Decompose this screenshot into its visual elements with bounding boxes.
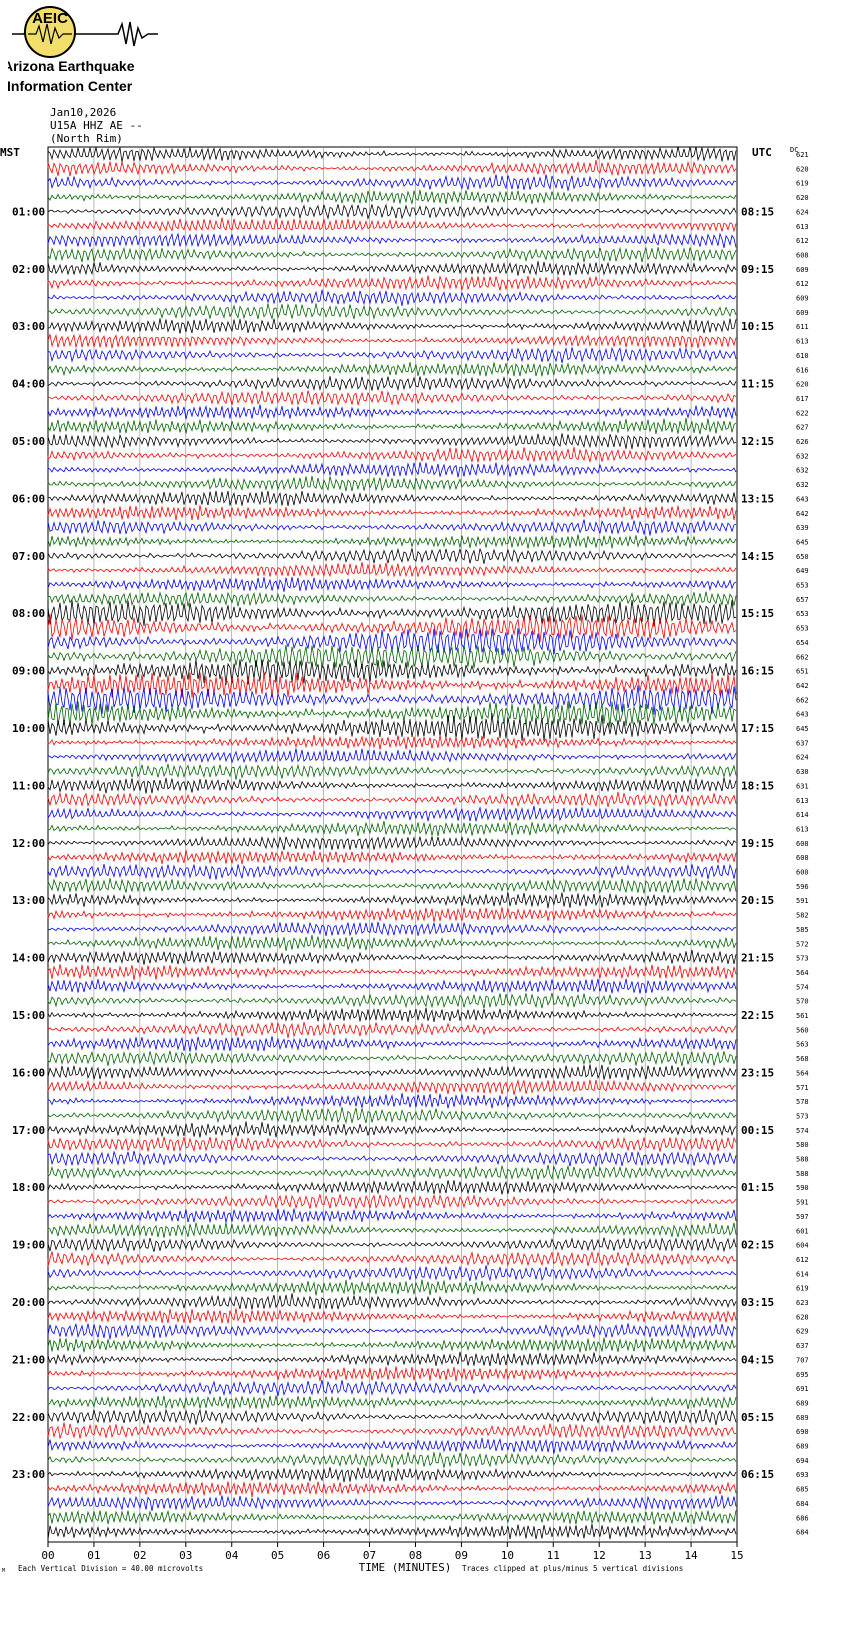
trace-line <box>48 600 736 627</box>
dc-offset-label: 649 <box>796 567 809 576</box>
trace-line <box>48 614 736 642</box>
trace-line <box>48 391 736 406</box>
trace-line <box>48 749 736 763</box>
dc-offset-label: 694 <box>796 1456 809 1465</box>
trace-line <box>48 1036 736 1051</box>
dc-offset-label: 632 <box>796 452 809 461</box>
dc-offset-label: 619 <box>796 1284 809 1293</box>
dc-offset-label: 570 <box>796 997 809 1006</box>
dc-offset-label: 622 <box>796 409 809 418</box>
dc-offset-label: 613 <box>796 825 809 834</box>
trace-line <box>48 892 736 908</box>
trace-line <box>48 1352 736 1366</box>
dc-offset-label: 613 <box>796 222 809 231</box>
trace-line <box>48 1194 736 1208</box>
dc-offset-label: 591 <box>796 1198 809 1207</box>
trace-line <box>48 1051 736 1066</box>
trace-line <box>48 1080 736 1095</box>
trace-line <box>48 1064 736 1080</box>
trace-line <box>48 964 736 980</box>
utc-hour-label: 04:15 <box>741 1353 775 1367</box>
x-tick-label: 10 <box>500 1549 514 1562</box>
dc-offset-label: 580 <box>796 1141 809 1150</box>
mst-hour-label: 22:00 <box>12 1410 46 1424</box>
dc-offset-label: 617 <box>796 394 809 403</box>
header-location: (North Rim) <box>50 132 123 145</box>
trace-line <box>48 1280 736 1296</box>
dc-offset-label: 604 <box>796 1241 809 1250</box>
x-axis-title: TIME (MINUTES) <box>358 1561 452 1574</box>
dc-offset-label: 614 <box>796 811 809 820</box>
trace-line <box>48 1293 736 1309</box>
x-tick-label: 06 <box>316 1549 331 1562</box>
dc-offset-label: 662 <box>796 696 809 705</box>
trace-line <box>48 462 736 477</box>
trace-line <box>48 701 736 727</box>
trace-line <box>48 261 736 276</box>
x-tick-label: 01 <box>87 1549 101 1562</box>
trace-line <box>48 1409 736 1425</box>
dc-offset-label: 653 <box>796 581 809 590</box>
dc-offset-label: 573 <box>796 954 809 963</box>
dc-offset-label: 609 <box>796 308 809 317</box>
utc-hour-label: 11:15 <box>741 377 775 391</box>
dc-offset-label: 588 <box>796 1155 809 1164</box>
scale-note: Each Vertical Division = 40.00 microvolts <box>18 1564 204 1573</box>
x-tick-label: 11 <box>546 1549 560 1562</box>
mst-hour-label: 23:00 <box>12 1468 46 1482</box>
utc-hour-label: 08:15 <box>741 205 775 219</box>
trace-line <box>48 577 736 592</box>
trace-line <box>48 935 736 951</box>
x-tick-label: 09 <box>454 1549 469 1562</box>
dc-offset-label: 608 <box>796 854 809 863</box>
trace-line <box>48 878 736 893</box>
mst-hour-label: 15:00 <box>12 1009 46 1022</box>
dc-offset-label: 608 <box>796 251 809 260</box>
mst-hour-label: 14:00 <box>12 951 46 965</box>
utc-label: UTC <box>752 146 772 159</box>
mst-hour-label: 05:00 <box>12 435 46 448</box>
utc-hour-label: 06:15 <box>741 1468 775 1482</box>
dc-offset-label: 707 <box>796 1356 809 1365</box>
mst-hour-label: 20:00 <box>12 1296 46 1309</box>
dc-offset-label: 637 <box>796 739 809 748</box>
trace-line <box>48 1223 736 1238</box>
mst-hour-label: 18:00 <box>12 1181 46 1195</box>
dc-offset-label: 563 <box>796 1040 809 1049</box>
trace-line <box>48 1438 736 1453</box>
trace-line <box>48 922 736 936</box>
dc-offset-label: 614 <box>796 1270 809 1279</box>
utc-hour-label: 01:15 <box>741 1181 775 1195</box>
trace-line <box>48 1338 736 1353</box>
trace-line <box>48 1093 736 1108</box>
dc-offset-label: 585 <box>796 925 809 934</box>
dc-offset-label: 662 <box>796 653 809 662</box>
dc-offset-label: 611 <box>796 323 809 332</box>
trace-line <box>48 1022 736 1038</box>
dc-offset-label: 642 <box>796 509 809 518</box>
x-tick-label: 08 <box>408 1549 423 1562</box>
logo-initials: AEIC <box>32 10 68 27</box>
dc-offset-label: 608 <box>796 839 809 848</box>
mst-hour-label: 06:00 <box>12 492 46 506</box>
dc-offset-label: 572 <box>796 940 809 949</box>
dc-offset-label: 568 <box>796 1055 809 1063</box>
trace-line <box>48 175 736 191</box>
dc-offset-label: 574 <box>796 983 809 992</box>
trace-line <box>48 1452 736 1468</box>
mst-hour-label: 09:00 <box>12 664 46 678</box>
dc-offset-label: 651 <box>796 667 809 676</box>
utc-hour-label: 02:15 <box>741 1238 775 1252</box>
mst-hour-label: 07:00 <box>12 549 46 563</box>
dc-offset-label: 612 <box>796 280 809 289</box>
dc-offset-label: 613 <box>796 337 809 346</box>
dc-offset-label: 686 <box>796 1514 809 1523</box>
trace-line <box>48 1180 736 1194</box>
dc-offset-label: 560 <box>796 1026 809 1035</box>
mst-hour-label: 08:00 <box>12 607 46 621</box>
trace-line <box>48 347 736 363</box>
trace-line <box>48 405 736 420</box>
dc-offset-label: 689 <box>796 1413 809 1422</box>
trace-line <box>48 218 736 232</box>
dc-offset-label: 590 <box>796 1184 809 1193</box>
x-tick-label: 02 <box>133 1549 147 1562</box>
trace-line <box>48 535 736 549</box>
dc-offset-label: 629 <box>796 1327 809 1336</box>
trace-line <box>48 1165 736 1180</box>
trace-line <box>48 505 736 520</box>
dc-offset-label: 637 <box>796 1342 809 1350</box>
dc-offset-label: 561 <box>796 1012 809 1020</box>
trace-line <box>48 1308 736 1323</box>
dc-offset-label: 632 <box>796 466 809 475</box>
trace-line <box>48 418 736 434</box>
dc-offset-label: 591 <box>796 897 809 906</box>
utc-hour-label: 13:15 <box>741 492 775 506</box>
trace-line <box>48 764 736 780</box>
utc-hour-label: 21:15 <box>741 951 775 965</box>
dc-offset-label: 620 <box>796 165 809 174</box>
trace-line <box>48 1380 736 1396</box>
trace-line <box>48 1252 736 1267</box>
trace-line <box>48 562 736 577</box>
dc-offset-label: 695 <box>796 1370 809 1379</box>
dc-offset-label: 639 <box>796 524 809 533</box>
dc-offset-label: 564 <box>796 1069 809 1078</box>
utc-hour-label: 10:15 <box>741 320 775 334</box>
utc-hour-label: 14:15 <box>741 549 775 563</box>
x-tick-label: 15 <box>730 1549 744 1562</box>
mst-hour-label: 16:00 <box>12 1066 46 1080</box>
dc-offset-label: 689 <box>796 1399 809 1408</box>
trace-line <box>48 1137 736 1152</box>
dc-offset-label: 612 <box>796 237 809 246</box>
dc-offset-label: 645 <box>796 538 809 547</box>
trace-line <box>48 685 736 715</box>
dc-offset-label: 573 <box>796 1112 809 1121</box>
trace-line <box>48 907 736 922</box>
dc-offset-label: 643 <box>796 710 809 719</box>
utc-hour-label: 22:15 <box>741 1009 775 1022</box>
x-tick-label: 07 <box>362 1549 377 1562</box>
dc-offset-label: 620 <box>796 380 809 389</box>
dc-offset-label: 642 <box>796 681 809 690</box>
dc-offset-label: 632 <box>796 481 809 490</box>
trace-line <box>48 160 736 176</box>
trace-line <box>48 864 736 879</box>
mst-hour-label: 03:00 <box>12 320 46 334</box>
trace-line <box>48 290 736 306</box>
dc-offset-label: 582 <box>796 911 809 920</box>
trace-line <box>48 1151 736 1166</box>
dc-offset-label: 626 <box>796 438 809 446</box>
dc-offset-label: 620 <box>796 194 809 203</box>
trace-line <box>48 1107 736 1123</box>
x-tick-label: 00 <box>41 1549 55 1562</box>
dc-offset-label: 689 <box>796 1442 809 1451</box>
dc-offset-label: 691 <box>796 1385 809 1394</box>
dc-offset-label: 645 <box>796 725 809 733</box>
trace-line <box>48 778 736 794</box>
clip-note: Traces clipped at plus/minus 5 vertical divisions <box>462 1564 684 1573</box>
trace-line <box>48 1323 736 1339</box>
trace-line <box>48 1121 736 1137</box>
logo-line2: Information Center <box>8 78 133 94</box>
trace-line <box>48 806 736 821</box>
trace-line <box>48 376 736 390</box>
dc-offset-label: 612 <box>796 1256 809 1264</box>
trace-line <box>48 837 736 850</box>
mst-hour-label: 12:00 <box>12 836 46 850</box>
trace-line <box>48 1008 736 1022</box>
trace-line <box>48 234 736 248</box>
trace-line <box>48 1467 736 1482</box>
trace-line <box>48 476 736 491</box>
logo-line1: Arizona Earthquake <box>8 58 135 74</box>
trace-line <box>48 735 736 749</box>
trace-line <box>48 520 736 536</box>
utc-hour-label: 03:15 <box>741 1296 775 1309</box>
mst-hour-label: 21:00 <box>12 1353 46 1367</box>
dc-offset-label: 690 <box>796 1428 809 1437</box>
dc-offset-label: 624 <box>796 753 809 762</box>
dc-offset-label: 578 <box>796 1098 809 1107</box>
dc-offset-label: 596 <box>796 882 809 891</box>
utc-hour-label: 16:15 <box>741 664 775 678</box>
trace-line <box>48 147 736 163</box>
x-tick-label: 04 <box>225 1549 239 1562</box>
dc-offset-label: 564 <box>796 968 809 977</box>
trace-line <box>48 993 736 1008</box>
mst-hour-label: 01:00 <box>12 205 46 219</box>
mst-hour-label: 13:00 <box>12 894 46 908</box>
trace-line <box>48 644 736 669</box>
dc-offset-label: 616 <box>796 366 809 375</box>
utc-hour-label: 05:15 <box>741 1410 775 1424</box>
dc-offset-label: 588 <box>796 1169 809 1178</box>
mst-hour-label: 11:00 <box>12 779 46 793</box>
utc-hour-label: 12:15 <box>741 435 775 448</box>
utc-hour-label: 17:15 <box>741 722 775 735</box>
dc-label: DC <box>790 146 799 154</box>
trace-line <box>48 1423 736 1439</box>
dc-offset-label: 597 <box>796 1212 809 1221</box>
trace-line <box>48 1396 736 1410</box>
dc-offset-label: 571 <box>796 1083 809 1092</box>
header-date: Jan10,2026 <box>50 106 117 119</box>
utc-hour-label: 15:15 <box>741 607 775 621</box>
trace-line <box>48 190 736 204</box>
dc-offset-label: 621 <box>796 151 809 159</box>
dc-offset-label: 650 <box>796 552 809 561</box>
utc-hour-label: 00:15 <box>741 1123 775 1137</box>
dc-offset-label: 613 <box>796 796 809 805</box>
trace-line <box>48 247 736 262</box>
dc-offset-label: 628 <box>796 1313 809 1322</box>
trace-line <box>48 447 736 462</box>
mst-hour-label: 19:00 <box>12 1238 46 1252</box>
x-tick-label: 14 <box>684 1549 698 1562</box>
dc-offset-label: 643 <box>796 495 809 504</box>
trace-line <box>48 950 736 965</box>
dc-offset-label: 654 <box>796 638 809 647</box>
dc-offset-label: 627 <box>796 423 809 432</box>
dc-offset-label: 624 <box>796 208 809 217</box>
dc-offset-label: 657 <box>796 595 809 604</box>
dc-offset-label: 631 <box>796 782 809 791</box>
dc-offset-label: 574 <box>796 1126 809 1135</box>
dc-offset-label: 610 <box>796 351 809 360</box>
utc-hour-label: 18:15 <box>741 779 775 793</box>
utc-hour-label: 19:15 <box>741 836 775 850</box>
trace-line <box>48 792 736 807</box>
dc-offset-label: 630 <box>796 768 809 776</box>
dc-offset-label: 653 <box>796 624 809 633</box>
trace-line <box>48 979 736 994</box>
trace-line <box>48 334 736 348</box>
trace-line <box>48 1482 736 1498</box>
trace-line <box>48 821 736 836</box>
x-tick-label: 05 <box>271 1549 285 1562</box>
dc-offset-label: 609 <box>796 294 809 303</box>
mst-label: MST <box>0 146 20 159</box>
trace-line <box>48 318 736 333</box>
utc-hour-label: 23:15 <box>741 1066 775 1080</box>
trace-line <box>48 1265 736 1281</box>
utc-hour-label: 09:15 <box>741 262 775 276</box>
trace-line <box>48 548 736 564</box>
trace-line <box>48 303 736 319</box>
x-tick-label: 13 <box>638 1549 652 1562</box>
x-tick-label: 03 <box>179 1549 193 1562</box>
trace-line <box>48 491 736 506</box>
dc-offset-label: 600 <box>796 868 809 877</box>
trace-line <box>48 362 736 376</box>
trace-line <box>48 850 736 864</box>
dc-offset-label: 623 <box>796 1299 809 1307</box>
mst-hour-label: 04:00 <box>12 377 46 391</box>
trace-line <box>48 204 736 218</box>
x-tick-label: 12 <box>592 1549 606 1562</box>
trace-line <box>48 1510 736 1524</box>
trace-line <box>48 433 736 449</box>
trace-line <box>48 1524 736 1539</box>
mst-hour-label: 17:00 <box>12 1123 46 1137</box>
mst-hour-label: 10:00 <box>12 722 46 735</box>
trace-line <box>48 1495 736 1511</box>
footer-mark: M <box>2 1568 6 1574</box>
header-station: U15A HHZ AE -- <box>50 119 143 132</box>
dc-offset-label: 619 <box>796 179 809 188</box>
dc-offset-label: 693 <box>796 1471 809 1480</box>
trace-line <box>48 1238 736 1252</box>
trace-line <box>48 276 736 291</box>
mst-hour-label: 02:00 <box>12 262 46 276</box>
dc-offset-label: 609 <box>796 265 809 274</box>
dc-offset-label: 601 <box>796 1227 809 1236</box>
dc-offset-label: 684 <box>796 1499 809 1508</box>
trace-line <box>48 1366 736 1381</box>
dc-offset-label: 685 <box>796 1485 809 1494</box>
utc-hour-label: 20:15 <box>741 894 775 908</box>
dc-offset-label: 653 <box>796 610 809 619</box>
dc-offset-label: 684 <box>796 1528 809 1537</box>
trace-line <box>48 1209 736 1223</box>
